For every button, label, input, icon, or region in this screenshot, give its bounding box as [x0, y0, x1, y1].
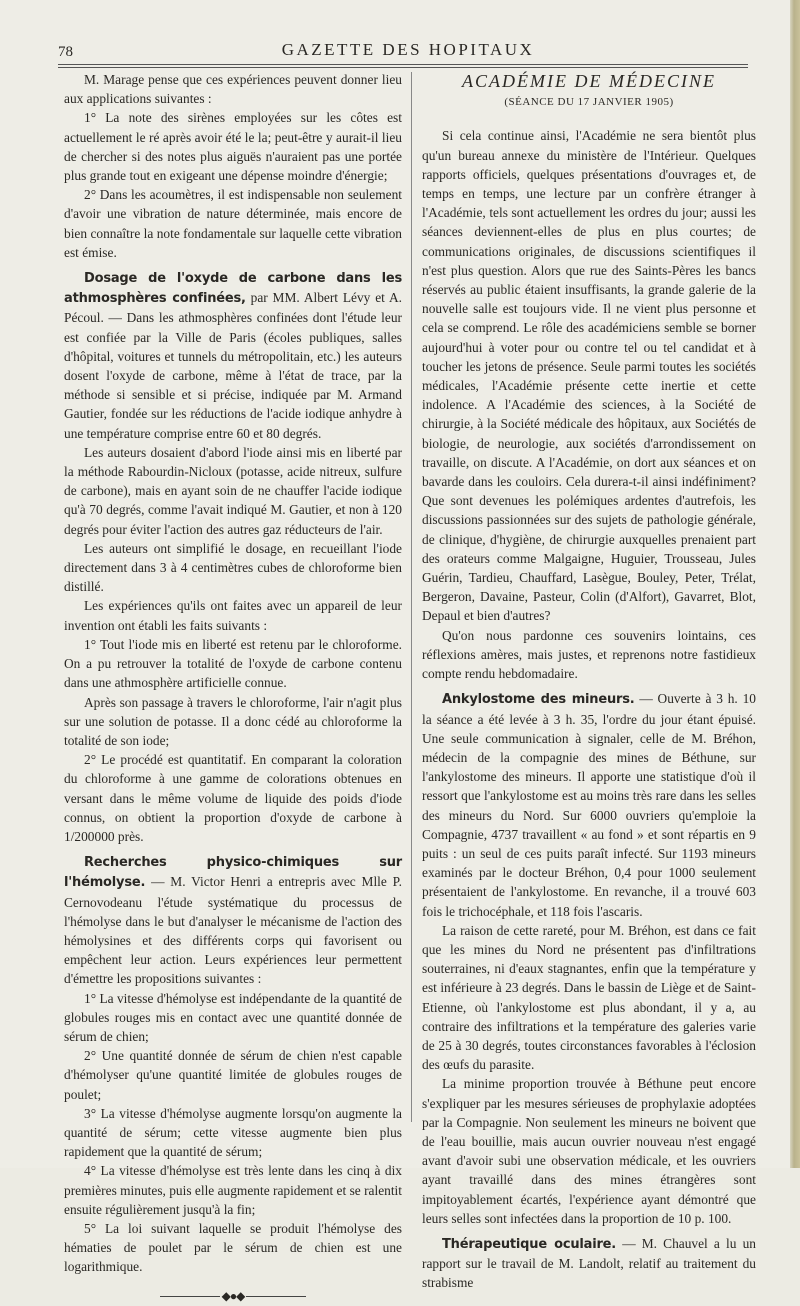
application-2: 2° Dans les acoumètres, il est indispensable non seulement d'avoir une vibration de nature déterminée, mais encore de bien connaître la note fondamentale sur laquelle cette vibration est émise. — [64, 187, 402, 260]
section-heading-co: Dosage de l'oxyde de carbone dans les athmosphères confinées, — [64, 271, 402, 307]
co-paragraph-6: Après son passage à travers le chloroforme, l'air n'agit plus sur une solution de potasse. Il a donc cédé au chloroforme la totalité de son iode; — [64, 694, 402, 748]
intro-paragraph: M. Marage pense que ces expériences peuvent donner lieu aux applications suivantes : — [64, 72, 402, 107]
section-text-hemolyse: — M. Victor Henri a entrepris avec Mlle P. Cernovodeanu l'étude systématique du processus de l'hémolyse dans le but d'analyser le mécanisme de l'action des hémolysines et des différents corps qui favorisent ou empêchent leur action. Leurs expériences leur permettent d'émettre les propositions suivantes : — [64, 874, 402, 987]
section-end-ornament: ◆●◆ — [64, 1287, 402, 1306]
section-co-dosage — [64, 268, 402, 443]
seance-date: (SÉANCE DU 17 JANVIER 1905) — [504, 96, 674, 109]
academie-paragraph-1: Si cela continue ainsi, l'Académie ne sera bientôt plus qu'un bureau annexe du ministère de l'Intérieur. Quelques rapports officiels, quelques présentations d'ouvrages et, de temps en temps, une lecture par un confrère étranger à l'Académie, tels sont actuellement les ordres du jour; aussi les séances deviennent-elles de plus en plus courtes; de communications originales, de discussions scientifiques il n'est plus question. Alors que rue des Saints-Pères les bancs réservés au public étaient insuffisants, la grande galerie de la nouvelle salle est toujours vide. Il ne vient plus personne et cela se comprend. Le rôle des académiciens semble se borner aujourd'hui à voter pour ou contre tel ou tel candidat et à toucher les jetons de présence. Seule parmi toutes les sociétés médicales, l'Académie présente cette inertie et cette indolence. A l'Académie des sciences, à la Société de chirurgie, à la Société médicale des hôpitaux, aux Sociétés de biologie, de neurologie, aux sociétés d'arrondissement on travaille, on discute. A l'Académie, on dort aux séances et on bavarde dans les couloirs. Cela durera-t-il ainsi indéfiniment? Que sont devenues les polémiques ardentes d'autrefois, les discussions passionnées sur des sujets de pathologie générale, de clinique, d'hygiène, de chirurgie auxquelles prenaient part des orateurs comme Malgaigne, Huguier, Trousseau, Jules Guérin, Tardieu, Chauffard, Lasègue, Bouley, Peter, Trélat, Bergeron, Davaine, Pasteur, Colin (d'Alfort), Gavarret, Blot, Depaul et bien d'autres? — [422, 128, 756, 624]
section-text-co: par MM. Albert Lévy et A. Pécoul. — Dans les athmosphères confinées dont l'étude leur est confiée par la Ville de Paris (écoles publiques, salles d'hôpital, voitures et tunnels du métropolitain, etc.) les auteurs dosent l'oxyde de carbone, même à l'état de trace, par la méthode si sensible et si précise, indiquée par M. Armand Gautier, fondée sur les réductions de l'acide iodique anhydre à une température comprise entre 60 et 80 degrés. — [64, 290, 402, 441]
page-number: 78 — [58, 44, 73, 60]
academie-paragraph-2: Qu'on nous pardonne ces souvenirs lointains, ces réflexions amères, mais justes, et reprenons notre fastidieux compte rendu hebdomadaire. — [422, 627, 756, 682]
journal-title: GAZETTE DES HOPITAUX — [281, 40, 535, 59]
co-paragraph-2: Les auteurs dosaient d'abord l'iode ainsi mis en liberté par la méthode Rabourdin-Nicloux (potasse, acide nitreux, sulfure de carbone), mais en ayant soin de ne chauffer l'acide iodique qu'à 70 degrés, comme l'avait indiqué M. Gautier, et non à 120 degrés pour éviter l'action des autres gaz réducteurs de l'air. — [64, 444, 402, 537]
hemolyse-point-2: 2° Une quantité donnée de sérum de chien n'est capable d'hémolyser qu'une quantité limitée de globules rouges de poulet; — [64, 1048, 402, 1102]
ankylostome-paragraph-2: La raison de cette rareté, pour M. Bréhon, est dans ce fait que les mines du Nord ne présentent pas d'infiltrations souterraines, ni d'eaux stagnantes, enfin que la température y est inférieure à 23 degrés. Dans le bassin de Liège et de Saint-Etienne, où l'ankylostome est plus abondant, il y a, au contraire des infiltrations et la température des galeries varie de 25 à 30 degrés, toutes circonstances favorables à l'éclosion des œufs du parasite. — [422, 922, 756, 1073]
section-heading-therapeutique: Thérapeutique oculaire. — [442, 1236, 617, 1252]
co-paragraph-5: 1° Tout l'iode mis en liberté est retenu par le chloroforme. On a pu retrouver la totalité de l'oxyde de carbone contenu dans une athmosphère artificielle connue. — [64, 636, 402, 691]
section-text-therapeutique: — M. Chauvel a lu un rapport sur le travail de M. Landolt, relatif au traitement du strabisme — [422, 1235, 756, 1291]
section-heading-hemolyse: Recherches physico-chimiques sur l'hémolyse. — [64, 855, 402, 891]
hemolyse-point-1: 1° La vitesse d'hémolyse est indépendante de la quantité de globules rouges mis en contact avec une quantité donnée de sérum de chien; — [64, 990, 402, 1044]
application-1: 1° La note des sirènes employées sur les côtes est actuellement le ré après avoir été le la; peut-être y aurait-il lieu de chercher si des notes plus aiguës n'auraient pas une portée plus grande tout en exigeant une dépense moindre d'énergie; — [64, 110, 402, 184]
co-paragraph-7: 2° Le procédé est quantitatif. En comparant la coloration du chloroforme à une gamme de colorations obtenues en versant dans le même volume de liquide des poids d'iode connus, on obtient la proportion d'oxyde de carbone à 1/200000 près. — [64, 752, 402, 844]
page-edge — [790, 0, 800, 1168]
hemolyse-point-5: 5° La loi suivant laquelle se produit l'hémolyse des hématies de poulet par le sérum de chien est une logarithmique. — [64, 1220, 402, 1275]
section-hemolyse — [64, 852, 402, 988]
co-paragraph-3: Les auteurs ont simplifié le dosage, en recueillant l'iode directement dans 3 à 4 centimètres cubes de chloroforme bien distillé. — [64, 540, 402, 595]
section-therapeutique — [422, 1234, 756, 1293]
header-rule-bottom — [58, 67, 748, 68]
section-text-ankylostome: — Ouverte à 3 h. 10 la séance a été levée à 3 h. 35, l'ordre du jour étant épuisé. Une seule communication à signaler, celle de M. Bréhon, médecin de la compagnie des mines de Béthune, sur l'ankylostome des mineurs. Il apporte une statistique d'où il ressort que l'ankylostome est au moins très rare dans les selles des mineurs du Nord. Sur 6000 ouvriers qu'emploie la Compagnie, 4737 travaillent « au fond » et sont répartis en 9 puits : un seul de ces puits paraît infecté. Sur 1193 mineurs examinés par le docteur Bréhon, 0,4 pour 1000 seulement présentaient de l'ankylostome. En revanche, il a trouvé 603 fois le trichocéphale, et 118 fois l'ascaris. — [422, 691, 756, 919]
running-head — [58, 36, 758, 66]
column-divider — [411, 72, 412, 1122]
hemolyse-point-4: 4° La vitesse d'hémolyse est très lente dans les cinq à dix premières minutes, puis elle augmente rapidement et se ralentit ensuite régulièrement jusqu'à la fin; — [64, 1163, 402, 1217]
right-column — [422, 70, 756, 1293]
left-column — [64, 70, 402, 1306]
ankylostome-paragraph-3: La minime proportion trouvée à Béthune peut encore s'expliquer par les mesures sérieuses de prophylaxie adoptées par la Compagnie. Non seulement les mineurs ne boivent que de l'eau bouillie, mais aucun ouvrier nouveau n'est engagé avant d'avoir subi une observation médicale, et les ouvriers ayant travaillé dans des mines étrangères sont impitoyablement écartés, l'expérience ayant démontré que leurs selles sont infectées dans la proportion de 10 p. 100. — [422, 1076, 756, 1226]
section-ankylostome — [422, 689, 756, 920]
academie-title: ACADÉMIE DE MÉDECINE — [462, 71, 716, 91]
header-rule-top — [58, 64, 748, 65]
hemolyse-point-3: 3° La vitesse d'hémolyse augmente lorsqu'on augmente la quantité de sérum; cette vitesse augmente bien plus rapidement que la quantité de sérum; — [64, 1105, 402, 1160]
section-heading-ankylostome: Ankylostome des mineurs. — [442, 692, 635, 708]
co-paragraph-4: Les expériences qu'ils ont faites avec un appareil de leur invention ont établi les faits suivants : — [64, 598, 402, 633]
